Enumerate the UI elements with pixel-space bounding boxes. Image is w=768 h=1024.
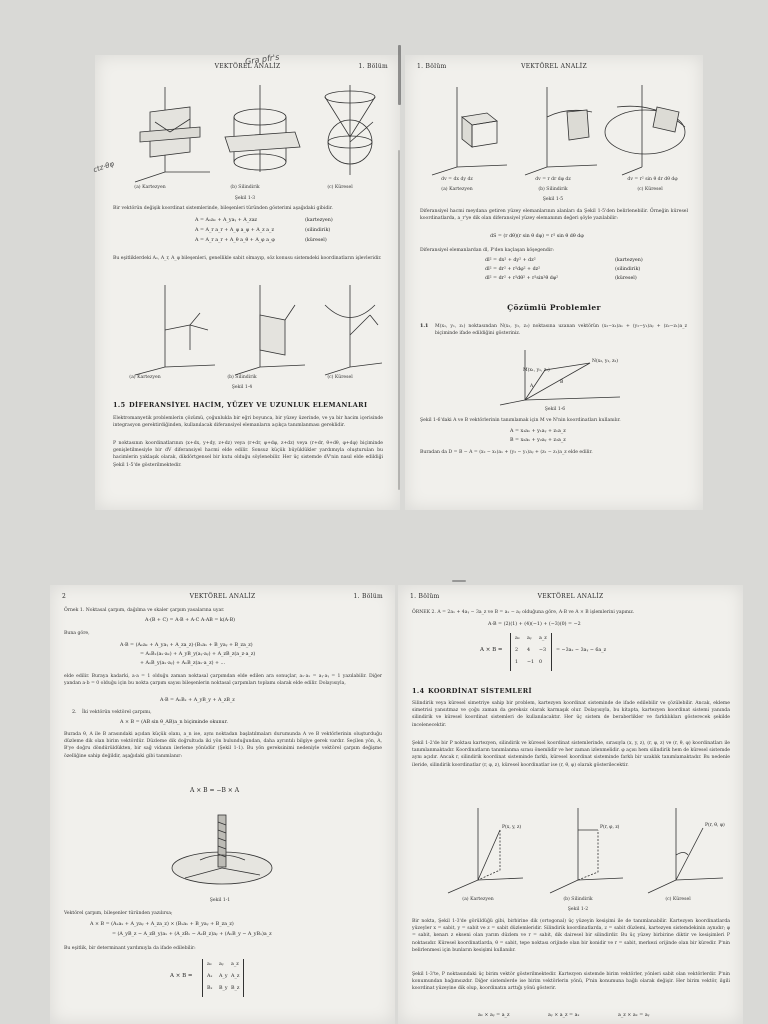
matrix-cell: 2 [515, 648, 519, 653]
figure-caption: (b) Silindirik [538, 187, 568, 192]
figure-point-label: N(x₂, y₂, z₂) [592, 359, 619, 364]
equation: A = x₁aₓ + y₁aᵧ + z₁a_z [510, 429, 566, 434]
figure-caption: (c) Küresel [665, 897, 691, 902]
page-header [398, 593, 743, 607]
figure-sublabel: dv = dx dy dz [441, 177, 473, 182]
equation-note: (küresel) [615, 276, 637, 281]
header-chapter: 1. Bölüm [410, 593, 440, 600]
equation: = (A_yB_z − A_zB_y)aₓ + (A_zBₓ − AₓB_z)aᵧ + (AₓB_y − A_yBₓ)a_z [112, 932, 272, 937]
figure-vector-label: B [560, 380, 564, 385]
equation: A × B = (AB sin θ_AB)a_n biçiminde okunur. [120, 720, 228, 725]
determinant-lhs: A × B = [480, 647, 503, 653]
header-chapter: 1. Bölüm [417, 63, 447, 70]
determinant-matrix [202, 959, 244, 997]
equation: A × B = (Aₓaₓ + A_yaᵧ + A_za_z) × (Bₓaₓ + B_yaᵧ + B_za_z) [90, 922, 234, 927]
scan-artifact [452, 580, 466, 582]
determinant-matrix [510, 633, 552, 671]
matrix-cell: a_z [231, 962, 239, 967]
section-title: KOORDİNAT SİSTEMLERİ [428, 687, 532, 695]
figure-point-p [418, 800, 728, 895]
body-paragraph: Buradan da D = B − A = (x₂ − x₁)aₓ + (y₂ − y₁)aᵧ + (z₂ − z₁)a_z elde edilir. [420, 450, 593, 455]
figure-label: Şekil 1-2 [567, 907, 589, 912]
matrix-cell: Bₓ [207, 986, 213, 991]
problem-number: 1.1 [420, 323, 429, 329]
figure-point-label: P(r, φ, z) [600, 825, 620, 830]
section-number: 1.4 [412, 687, 425, 695]
page-header [405, 63, 703, 77]
body-paragraph: Diferansiyel elemanlardan dl, P'den kaçlaşan köşegendir: [420, 248, 554, 253]
example-line: Örnek 1. Noktasal çarpım, dağılma ve skaler çarpım yasalarına uyar. [64, 608, 225, 613]
equation: a_z × aₓ = aᵧ [618, 1013, 650, 1018]
figure-sublabel: dv = r dr dφ dz [535, 177, 571, 182]
equation-note: (kartezyen) [305, 218, 333, 223]
equation: dl² = dr² + r²dθ² + r²sin²θ dφ² [485, 276, 559, 281]
matrix-cell: aᵧ [219, 962, 224, 967]
body-paragraph: Şekil 1-6'daki A ve B vektörlerinin tanımlamak için M ve N'nin koordinatları kullanılır. [420, 418, 621, 423]
problem-text: M(x₁, y₁, z₁) noktasından N(x₂, y₂, z₂) noktasına uzanan vektörün (x₂−x₁)aₓ + (y₂−y₁)aᵧ + (z₂−z₁)a_z biçiminde ifade edildiğini gösteriniz. [435, 324, 687, 337]
header-title: VEKTÖREL ANALİZ [214, 63, 281, 70]
matrix-cell: aₓ [207, 962, 212, 967]
equation: aₓ × aᵧ = a_z [478, 1013, 510, 1018]
header-title: VEKTÖREL ANALİZ [537, 593, 604, 600]
section-number: 1.5 [113, 401, 126, 409]
figure-vector-mn [485, 345, 625, 405]
body-paragraph: Şekil 1-2'de bir P noktası kartezyen, silindirik ve küresel koordinat sistemlerinde, sırasıyla (x, y, z), (r, φ, z) ve (r, θ, φ) koordinatları ile tanımlanmaktadır. Koordinatların tanımlanma sırası önemlidir ve her zaman izlenmelidir. φ açısı hem silindirik hem de küresel sistemde aynı açıdır. Ancak r, silindirik koordinat sisteminde farklı, küresel koordinat sisteminde farklı bir uzaklık tanımlamaktadır. Bu nedenle ileride, silindirik koordinatlar (r, φ, z), küresel koordinatlar ise (r, θ, φ) olarak gösterilecektir. [412, 741, 730, 768]
section-title: Çözümlü Problemler [507, 303, 601, 312]
figure-right-hand-screw [165, 800, 280, 895]
figure-caption: (c) Küresel [327, 185, 353, 190]
matrix-cell: 4 [527, 648, 531, 653]
equation: + AₓB_y(aₓ·aᵧ) + AₓB_z(aₓ·a_z) + ... [140, 661, 226, 666]
figure-coordinate-surfaces [115, 77, 385, 185]
figure-point-label: M(x₁, y₁, z₁) [523, 368, 550, 373]
equation: A = A_r a_r + A_φ a_φ + A_z a_z [195, 228, 274, 233]
page-number: 2 [62, 593, 67, 600]
body-paragraph: Silindirik veya küresel simetriye sahip bir problem, kartezyen koordinat sisteminde de ifade edilebilir ve çözülebilir. Ancak, ekleme simetrisi yansıtmaz ve çoğu zaman da gereksiz olarak karmaşık olur. Dolayısıyla, bu kitapta, kartezyen koordinat sistemi yanında silindirik ve küresel koordinat sistemleri de kullanılacaktır. Her üç sistem de beraberlikler ve farklılıkları gösterecek şekilde incelenecektir. [412, 701, 730, 728]
body-paragraph: P noktasının koordinatlarının (x+dx, y+dy, z+dz) veya (r+dr, φ+dφ, z+dz) veya (r+dr, θ+dθ, φ+dφ) biçiminde genişletilmesiyle bir dV diferansiyel hacmi elde edilir. Sonsuz küçük büyüklükler yardımıyla oluşturulan bu hacimlerin yaklaşık olarak, dikdörtgensel bir kutu olduğu söylenebilir. Her üç sistemde dV'nin nasıl elde edildiği Şekil 1-5'de gösterilmektedir. [113, 441, 383, 468]
figure-caption: (b) Silindirik [563, 897, 593, 902]
matrix-cell: −3 [539, 648, 547, 653]
equation: dl² = dr² + r²dφ² + dz² [485, 267, 541, 272]
matrix-cell: a_z [539, 636, 547, 641]
section-title: DİFERANSİYEL HACİM, YÜZEY VE UZUNLUK ELEMANLARI [129, 401, 368, 409]
equation-note: (silindirik) [615, 267, 641, 272]
figure-caption: (a) Kartezyen [129, 375, 161, 380]
figure-caption: (b) Silindirik [230, 185, 260, 190]
matrix-cell: aₓ [515, 636, 520, 641]
body-paragraph: Şekil 1-3'te, P noktasındaki üç birim vektör gösterilmektedir. Kartezyen sistemde birim vektörler, yönleri sabit olan vektörlerdir. P'nin konumundan bağımsızdır. Diğer sistemlerde ise birim vektörlerin yönü, P'nin konumuna bağlı olarak değişir. Her birim vektör, ilgili koordinat yüzeyine dik olup, koordinatın arttığı yönü gösterir. [412, 972, 730, 992]
header-chapter: 1. Bölüm [353, 593, 383, 600]
scan-artifact [398, 45, 401, 105]
matrix-cell: aᵧ [527, 636, 532, 641]
equation: A = A_r a_r + A_θ a_θ + A_φ a_φ [195, 238, 275, 243]
body-paragraph: elde edilir. Buraya kadarki, a·a = 1 olduğu zaman noktasal çarpımdan elde edilen ara sonuçlar, aₓ·aₓ = aᵧ·aᵧ = 1 yazılabilir. Diğer yandan a·b = 0 olduğu için bu nokta çarpım sayısı bileşenlerin noktasal çarpımları toplamı olarak elde edilir. Dolayısıyla, [64, 674, 382, 687]
body-paragraph: Bu eşitlik, bir determinant yardımıyla da ifade edilebilir: [64, 946, 196, 951]
figure-sublabel: dv = r² sin θ dr dθ dφ [627, 177, 678, 182]
determinant-lhs: A × B = [170, 973, 193, 979]
body-paragraph: Diferansiyel hacmi meydana getiren yüzey elemanlarının alanları da Şekil 1-5'den belirlenebilir. Örneğin küresel koordinatlarda, a_r'ye dik olan diferansiyel yüzey elemanının değeri şöyle yazılabilir: [420, 209, 688, 222]
handwritten-note: Gra pfr's [244, 52, 280, 67]
equation: = −3aₓ − 3aᵧ − 6a_z [556, 648, 607, 653]
body-paragraph: Bu eşitliklerdeki Aₓ, A_r, A_φ bileşenleri, genellikle sabit olmayıp, söz konusu sistemdeki koordinatların işlevleridir. [113, 256, 382, 261]
figure-label: Şekil 1-6 [544, 407, 566, 412]
body-paragraph: Burada θ, A ile B arasındaki açıdan küçük olanı, a_n ise, aynı noktadan başlatılmaları durumunda A ve B vektörlerinin oluşturduğu düzleme dik olan birim vektördür. Düzleme dik doğrultuda iki yön bulunduğundan, daha ayrıntılı bilgiye gerek vardır. Seçilen yön, A, B'ye doğru döndürüldükten, bir sağ vidanın ilerleme yönüdür (Şekil 1-1). Bu yön gereksinimi nedeniyle vektörel çarpım değişme özelliğine sahip değildir, aşağıdaki gibi tanımlanır: [64, 732, 382, 759]
matrix-cell: 0 [539, 660, 543, 665]
figure-caption: (c) Küresel [637, 187, 663, 192]
equation: A·(B + C) = A·B + A·C A·AB = k(A·B) [145, 618, 236, 623]
figure-caption: (b) Silindirik [227, 375, 257, 380]
body-paragraph: İki vektörün vektörel çarpımı, [82, 710, 152, 715]
figure-label: Şekil 1-4 [231, 385, 253, 390]
equation: dl² = dx² + dy² + dz² [485, 258, 536, 263]
equation: A × B = −B × A [190, 787, 240, 794]
matrix-cell: Aₓ [207, 974, 213, 979]
figure-unit-vectors [120, 275, 385, 375]
matrix-cell: A_z [231, 974, 240, 979]
book-page-4 [398, 585, 743, 1024]
matrix-cell: 1 [515, 660, 519, 665]
equation: = AₓBₓ(aₓ·aₓ) + A_yB_y(aᵧ·aᵧ) + A_zB_z(a_z·a_z) [140, 652, 256, 657]
item-number: 2. [72, 710, 77, 715]
equation: A·B = (2)(1) + (4)(−1) + (−3)(0) = −2 [488, 622, 581, 627]
figure-volume-elements [417, 77, 692, 177]
equation: A·B = (Aₓaₓ + A_yaᵧ + A_za_z)·(Bₓaₓ + B_yaᵧ + B_za_z) [120, 643, 253, 648]
equation-note: (kartezyen) [615, 258, 643, 263]
equation-note: (silindirik) [305, 228, 331, 233]
figure-caption: (c) Küresel [327, 375, 353, 380]
figure-caption: (a) Kartezyen [462, 897, 494, 902]
figure-label: Şekil 1-3 [234, 196, 256, 201]
equation: A·B = AₓBₓ + A_yB_y + A_zB_z [160, 698, 235, 703]
body-paragraph: Buna göre, [64, 631, 90, 636]
equation-note: (küresel) [305, 238, 327, 243]
figure-caption: (a) Kartezyen [441, 187, 473, 192]
scan-artifact [398, 150, 400, 490]
equation: dS = (r dθ)(r sin θ dφ) = r² sin θ dθ dφ [490, 234, 584, 239]
header-title: VEKTÖREL ANALİZ [521, 63, 587, 70]
body-paragraph: Bir vektörün değişik koordinat sistemlerinde, bileşenleri türünden gösterimi aşağıdaki gibidir. [113, 206, 333, 211]
matrix-cell: B_z [231, 986, 240, 991]
figure-vector-label: A [530, 384, 534, 389]
header-chapter: 1. Bölüm [358, 63, 388, 70]
equation: aᵧ × a_z = aₓ [548, 1013, 580, 1018]
body-paragraph: Elektromanyetik problemlerin çözümü, çoğunlukla bir eğri boyunca, bir yüzey üzerinde, ve ya bir hacim içerisinde integrasyon gerektirdiğinden, kullanılacak diferansiyel elemanların açıkça tanımlanması gereklidir. [113, 416, 383, 429]
book-page-1 [92, 52, 400, 510]
equation: B = x₂aₓ + y₂aᵧ + z₂a_z [510, 438, 566, 443]
figure-label: Şekil 1-5 [542, 197, 564, 202]
matrix-cell: −1 [527, 660, 535, 665]
figure-point-label: P(r, θ, φ) [705, 823, 725, 828]
book-page-3 [50, 585, 395, 1024]
page-header [50, 593, 395, 607]
book-page-2 [405, 55, 703, 510]
body-paragraph: Bir nokta, Şekil 1-3'de görüldüğü gibi, birbirine dik (ortogonal) üç yüzeyin kesişimi ile de tanımlanabilir. Kartezyen koordinatlarda yüzeyler x = sabit, y = sabit ve z = sabit düzlemleridir. Silindirik koordinatlarda, z = sabit düzlemi, kartezyen sistemdekinin aynıdır; φ = sabit, kenarı z ekseni olan yarım düzlem ve r = sabit, dik dairesel bir silindirdir. Bu üç yüzey birbirine diktir ve kesişimleri P noktasıdır. Küresel koordinatlarda, θ = sabit, tepe noktası orijinde olan bir konidir ve r = sabit, merkezi orijinde olan bir küredir. P'nin belirlenmesi için bunların kesişimi kullanılır. [412, 919, 730, 953]
example-line: ÖRNEK 2. A = 2aₓ + 4aᵧ − 3a_z ve B = aₓ − aᵧ olduğuna göre, A·B ve A × B işlemlerini yapınız. [412, 610, 635, 615]
figure-caption: (a) Kartezyen [134, 185, 166, 190]
matrix-cell: A_y [219, 974, 228, 979]
header-title: VEKTÖREL ANALİZ [189, 593, 256, 600]
figure-point-label: P(x, y, z) [502, 825, 522, 830]
body-paragraph: Vektörel çarpım, bileşenler türünden yazılırsa; [64, 911, 173, 916]
equation: A = Aₓaₓ + A_yaᵧ + A_zaz [195, 218, 258, 223]
handwritten-note: ctz·θφ [92, 159, 116, 175]
matrix-cell: B_y [219, 986, 228, 991]
figure-label: Şekil 1-1 [209, 898, 231, 903]
